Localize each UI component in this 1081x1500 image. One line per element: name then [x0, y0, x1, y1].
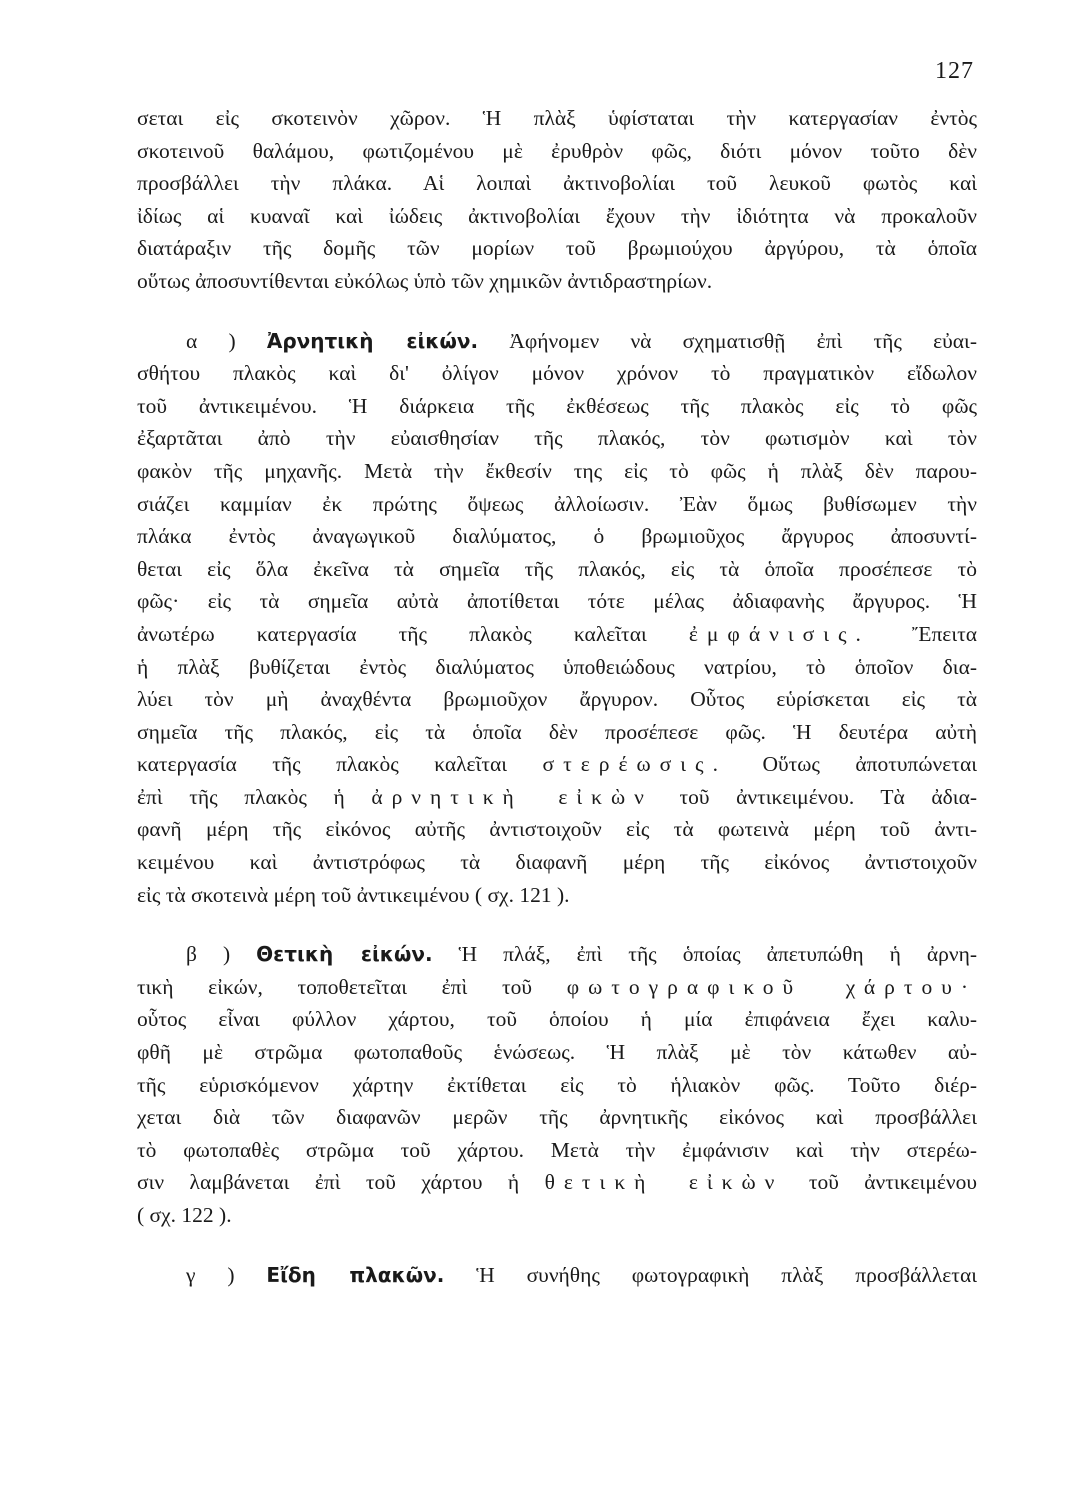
- section-heading-line: [137, 1259, 977, 1292]
- text-line: σημεῖα τῆς πλακός, εἰς τὰ ὁποῖα δὲν προσέπεσε φῶς. Ἡ δευτέρα αὐτὴ: [137, 719, 977, 744]
- text-fragment: Ἔπειτα: [912, 621, 978, 646]
- text-line: σθήτου πλακὸς καὶ δι' ὀλίγον μόνον χρόνον τὸ πραγματικὸν εἴδωλον: [137, 361, 977, 386]
- text-line: διατάραξιν τῆς δομῆς τῶν μορίων τοῦ βρωμιούχου ἀργύρου, τὰ ὁποῖα: [137, 236, 977, 261]
- text-line: χεται διὰ τῶν διαφανῶν μερῶν τῆς ἀρνητικῆς εἰκόνος καὶ προσβάλλει: [137, 1105, 977, 1130]
- section-heading: Εἴδη πλακῶν.: [266, 1262, 445, 1287]
- spaced-term-positive-image: θετικὴ εἰκὼν: [544, 1170, 784, 1195]
- text-fragment: σιν λαμβάνεται ἐπὶ τοῦ χάρτου ἡ: [137, 1170, 520, 1195]
- section-heading: Θετικὴ εἰκών.: [256, 942, 433, 967]
- text-fragment: ἐπὶ τῆς πλακὸς ἡ: [137, 784, 345, 809]
- text-line: [137, 1166, 977, 1199]
- text-line: κειμένου καὶ ἀντιστρόφως τὰ διαφανῆ μέρη τῆς εἰκόνος ἀντιστοιχοῦν: [137, 850, 977, 875]
- text-fragment: κατεργασία τῆς πλακὸς καλεῖται: [137, 752, 508, 777]
- text-fragment: Ἡ πλάξ, ἐπὶ τῆς ὁποίας ἀπετυπώθη ἡ ἀρνη-: [458, 942, 977, 967]
- section-plate-types: [137, 1259, 977, 1292]
- text-fragment: Ἡ συνήθης φωτογραφικὴ πλὰξ προσβάλλεται: [476, 1262, 977, 1287]
- text-line: φθῆ μὲ στρῶμα φωτοπαθοῦς ἑνώσεως. Ἡ πλὰξ μὲ τὸν κάτωθεν αὐ-: [137, 1040, 977, 1065]
- text-line: ἰδίως αἱ κυαναῖ καὶ ἰώδεις ἀκτινοβολίαι ἔχουν τὴν ἰδιότητα νὰ προκαλοῦν: [137, 203, 977, 228]
- text-line: σιάζει καμμίαν ἐκ πρώτης ὄψεως ἀλλοίωσιν. Ἐὰν ὅμως βυθίσωμεν τὴν: [137, 491, 977, 516]
- text-line: πλάκα ἐντὸς ἀναγωγικοῦ διαλύματος, ὁ βρωμιοῦχος ἄργυρος ἀποσυντί-: [137, 524, 977, 549]
- section-negative-image: [137, 325, 977, 912]
- text-fragment: τοῦ ἀντικειμένου: [808, 1170, 978, 1195]
- page-number: 127: [935, 58, 974, 84]
- text-line: τὸ φωτοπαθὲς στρῶμα τοῦ χάρτου. Μετὰ τὴν ἐμφάνισιν καὶ τὴν στερέω-: [137, 1137, 977, 1162]
- text-line: ( σχ. 122 ).: [137, 1203, 232, 1227]
- text-line: φῶς· εἰς τὰ σημεῖα αὐτὰ ἀποτίθεται τότε μέλας ἀδιαφανὴς ἄργυρος. Ἡ: [137, 589, 977, 614]
- text-line: εἰς τὰ σκοτεινὰ μέρη τοῦ ἀντικειμένου ( σχ. 121 ).: [137, 882, 570, 907]
- text-fragment: τικὴ εἰκών, τοποθετεῖται ἐπὶ τοῦ: [137, 974, 533, 999]
- text-fragment: Ἀφήνομεν νὰ σχηματισθῇ ἐπὶ τῆς εὐαι-: [509, 328, 977, 353]
- text-fragment: ἀνωτέρω κατεργασία τῆς πλακὸς καλεῖται: [137, 621, 647, 646]
- section-heading-line: [137, 325, 977, 358]
- section-label: γ ): [186, 1262, 235, 1287]
- section-positive-image: [137, 938, 977, 1231]
- text-line: σεται εἰς σκοτεινὸν χῶρον. Ἡ πλὰξ ὑφίσταται τὴν κατεργασίαν ἐντὸς: [137, 106, 977, 130]
- text-fragment: τοῦ ἀντικειμένου. Τὰ ἀδια-: [679, 784, 978, 809]
- text-line: θεται εἰς ὅλα ἐκεῖνα τὰ σημεῖα τῆς πλακός, εἰς τὰ ὁποῖα προσέπεσε τὸ: [137, 556, 977, 581]
- text-line: τοῦ ἀντικειμένου. Ἡ διάρκεια τῆς ἐκθέσεως τῆς πλακὸς εἰς τὸ φῶς: [137, 393, 977, 418]
- section-heading: Ἀρνητικὴ εἰκών.: [266, 328, 479, 353]
- text-line: τῆς εὑρισκόμενον χάρτην ἐκτίθεται εἰς τὸ ἡλιακὸν φῶς. Τοῦτο διέρ-: [137, 1072, 977, 1097]
- spaced-term-emfanisis: ἐμφάνισις.: [688, 621, 870, 646]
- text-line: ἡ πλὰξ βυθίζεται ἐντὸς διαλύματος ὑποθειώδους νατρίου, τὸ ὁποῖον δια-: [137, 654, 977, 679]
- text-line: [137, 748, 977, 781]
- text-line: σκοτεινοῦ θαλάμου, φωτιζομένου μὲ ἐρυθρὸν φῶς, διότι μόνον τοῦτο δὲν: [137, 138, 977, 163]
- text-line: οὗτος εἶναι φύλλον χάρτου, τοῦ ὁποίου ἡ μία ἐπιφάνεια ἔχει καλυ-: [137, 1007, 977, 1032]
- section-label: β ): [186, 942, 231, 967]
- text-line: [137, 781, 977, 814]
- text-line: φακὸν τῆς μηχανῆς. Μετὰ τὴν ἔκθεσίν της εἰς τὸ φῶς ἡ πλὰξ δὲν παρου-: [137, 458, 977, 483]
- text-fragment: Οὕτως ἀποτυπώνεται: [762, 752, 977, 777]
- text-line: λύει τὸν μὴ ἀναχθέντα βρωμιοῦχον ἄργυρον. Οὗτος εὑρίσκεται εἰς τὰ: [137, 687, 977, 712]
- section-label: α ): [186, 328, 236, 353]
- text-line: οὕτως ἀποσυντίθενται εὐκόλως ὑπὸ τῶν χημικῶν ἀντιδραστηρίων.: [137, 268, 713, 293]
- text-line: [137, 618, 977, 651]
- text-line: φανῆ μέρη τῆς εἰκόνος αὐτῆς ἀντιστοιχοῦν εἰς τὰ φωτεινὰ μέρη τοῦ ἀντι-: [137, 817, 977, 842]
- text-line: [137, 971, 977, 1004]
- page-text: [137, 102, 977, 1291]
- spaced-term-stereosis: στερέωσις.: [542, 752, 727, 777]
- spaced-term-photo-paper: φωτογραφικοῦ χάρτου·: [566, 974, 978, 999]
- section-heading-line: [137, 938, 977, 971]
- paragraph-intro: [137, 102, 977, 298]
- spaced-term-negative-image: ἀρνητικὴ εἰκὼν: [371, 784, 653, 809]
- text-line: προσβάλλει τὴν πλάκα. Αἱ λοιπαὶ ἀκτινοβολίαι τοῦ λευκοῦ φωτὸς καὶ: [137, 171, 977, 196]
- text-line: ἐξαρτᾶται ἀπὸ τὴν εὐαισθησίαν τῆς πλακός, τὸν φωτισμὸν καὶ τὸν: [137, 426, 977, 451]
